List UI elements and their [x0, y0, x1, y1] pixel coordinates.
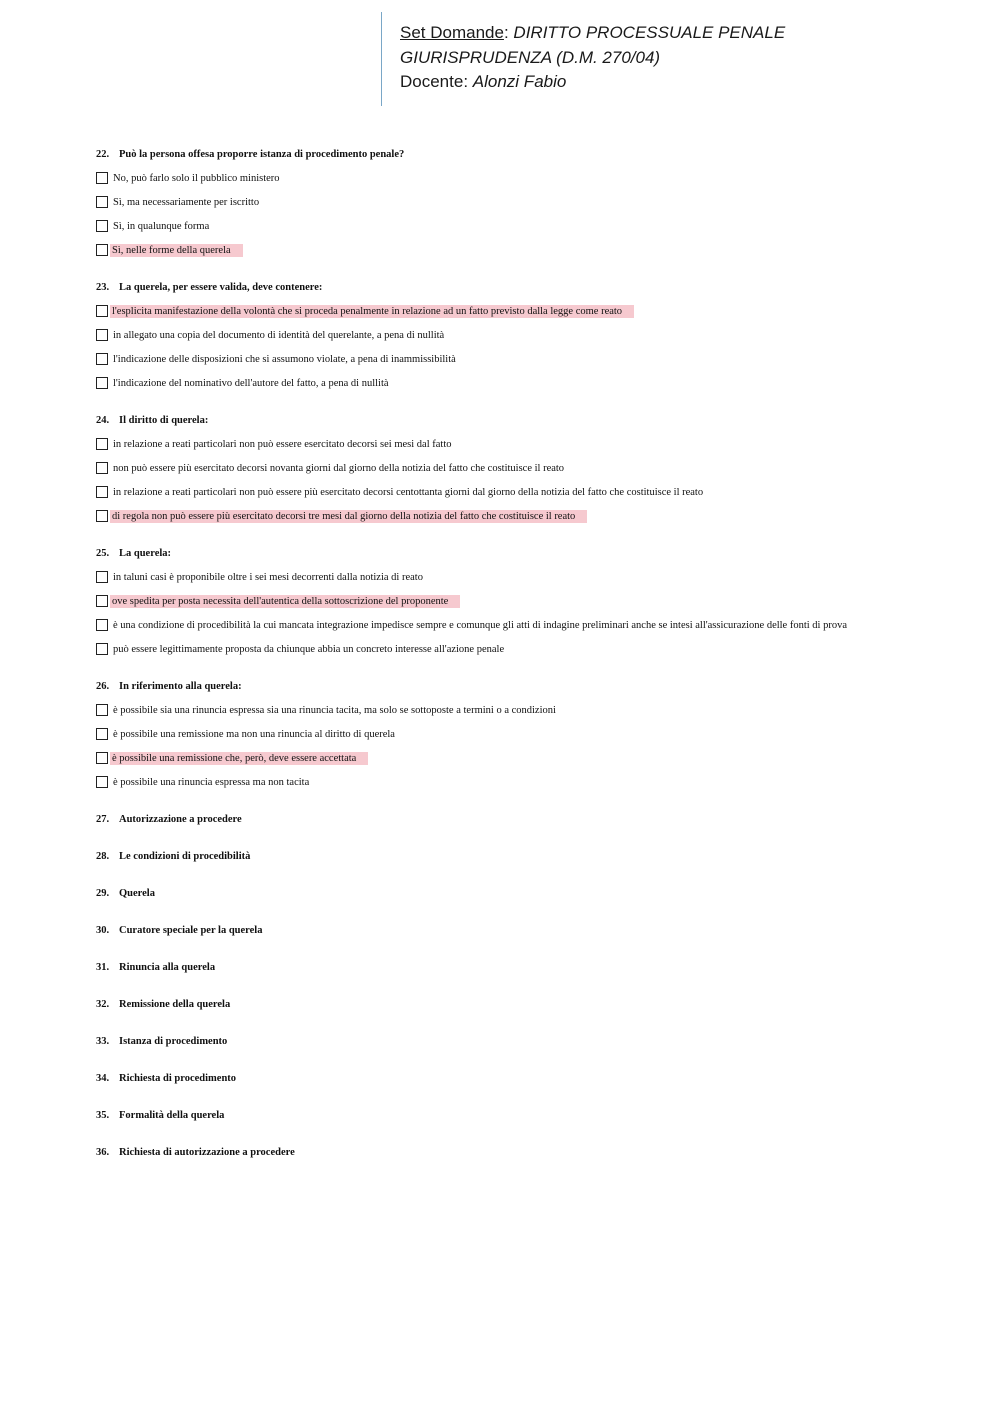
- answer-option-selected[interactable]: ove spedita per posta necessita dell'autentica della sottoscrizione del proponente: [96, 595, 886, 609]
- question-33: [96, 1035, 886, 1049]
- checkbox[interactable]: [96, 643, 108, 655]
- question-27: [96, 813, 886, 827]
- question-title: 29. Querela: [96, 888, 155, 899]
- question-title: 34. Richiesta di procedimento: [96, 1073, 237, 1084]
- checkbox[interactable]: [96, 776, 108, 788]
- answer-option[interactable]: in allegato una copia del documento di identità del querelante, a pena di nullità: [96, 329, 886, 343]
- question-title: 36. Richiesta di autorizzazione a procedere: [96, 1147, 295, 1158]
- checkbox[interactable]: [96, 329, 108, 341]
- checkbox[interactable]: [96, 244, 108, 256]
- spacer: [96, 401, 886, 414]
- spacer: [96, 667, 886, 680]
- question-35: [96, 1109, 886, 1123]
- answer-option[interactable]: l'indicazione delle disposizioni che si assumono violate, a pena di inammissibilità: [96, 353, 886, 367]
- question-24: [96, 414, 886, 524]
- checkbox[interactable]: [96, 305, 108, 317]
- question-title: 32. Remissione della querela: [96, 999, 231, 1010]
- docente-name: Alonzi Fabio: [472, 72, 567, 91]
- checkbox[interactable]: [96, 752, 108, 764]
- question-title: 35. Formalità della querela: [96, 1110, 225, 1121]
- answer-list: [96, 571, 886, 657]
- checkbox[interactable]: [96, 619, 108, 631]
- answer-option[interactable]: l'indicazione del nominativo dell'autore del fatto, a pena di nullità: [96, 377, 886, 391]
- answer-option-selected[interactable]: l'esplicita manifestazione della volontà che si proceda penalmente in relazione ad un fatto previsto dalla legge come reato: [96, 305, 886, 319]
- question-28: [96, 850, 886, 864]
- questions-list: [96, 148, 886, 1183]
- answer-list: [96, 438, 886, 524]
- answer-option[interactable]: è possibile sia una rinuncia espressa sia una rinuncia tacita, ma solo se sottoposte a termini o a condizioni: [96, 704, 886, 718]
- answer-option[interactable]: è una condizione di procedibilità la cui mancata integrazione impedisce sempre e comunque gli atti di indagine preliminari anche se intesi all'assicurazione delle fonti di prova: [96, 619, 886, 633]
- question-34: [96, 1072, 886, 1086]
- checkbox[interactable]: [96, 377, 108, 389]
- question-32: [96, 998, 886, 1012]
- spacer: [96, 534, 886, 547]
- question-title: 28. Le condizioni di procedibilità: [96, 851, 251, 862]
- answer-option[interactable]: non può essere più esercitato decorsi novanta giorni dal giorno della notizia del fatto che costituisce il reato: [96, 462, 886, 476]
- question-22: [96, 148, 886, 258]
- checkbox[interactable]: [96, 462, 108, 474]
- header-line-3: [400, 70, 941, 95]
- answer-option[interactable]: è possibile una rinuncia espressa ma non tacita: [96, 776, 886, 790]
- checkbox[interactable]: [96, 510, 108, 522]
- answer-option-selected[interactable]: di regola non può essere più esercitato decorsi tre mesi dal giorno della notizia del fatto che costituisce il reato: [96, 510, 886, 524]
- question-29: [96, 887, 886, 901]
- question-title: 26. In riferimento alla querela:: [96, 681, 242, 692]
- question-title: 31. Rinuncia alla querela: [96, 962, 216, 973]
- answer-option[interactable]: Sì, ma necessariamente per iscritto: [96, 196, 886, 210]
- question-title: 24. Il diritto di querela:: [96, 415, 209, 426]
- answer-list: [96, 172, 886, 258]
- question-31: [96, 961, 886, 975]
- checkbox[interactable]: [96, 571, 108, 583]
- answer-option-selected[interactable]: Sì, nelle forme della querela: [96, 244, 886, 258]
- question-title: 25. La querela:: [96, 548, 172, 559]
- answer-option[interactable]: in taluni casi è proponibile oltre i sei mesi decorrenti dalla notizia di reato: [96, 571, 886, 585]
- checkbox[interactable]: [96, 728, 108, 740]
- question-title: 22. Può la persona offesa proporre istanza di procedimento penale?: [96, 149, 405, 160]
- answer-option[interactable]: Sì, in qualunque forma: [96, 220, 886, 234]
- checkbox[interactable]: [96, 486, 108, 498]
- header-line-1: Set Domande: DIRITTO PROCESSUALE PENALE: [400, 23, 786, 42]
- answer-option[interactable]: è possibile una remissione ma non una rinuncia al diritto di querela: [96, 728, 886, 742]
- answer-option-selected[interactable]: è possibile una remissione che, però, deve essere accettata: [96, 752, 886, 766]
- course-subtitle: GIURISPRUDENZA (D.M. 270/04): [400, 47, 661, 67]
- question-26: [96, 680, 886, 790]
- checkbox[interactable]: [96, 196, 108, 208]
- checkbox[interactable]: [96, 595, 108, 607]
- checkbox[interactable]: [96, 438, 108, 450]
- spacer: [96, 800, 886, 813]
- question-25: [96, 547, 886, 657]
- question-title: 30. Curatore speciale per la querela: [96, 925, 263, 936]
- answer-option[interactable]: in relazione a reati particolari non può essere più esercitato decorsi centottanta giorni dal giorno della notizia del fatto che costituisce il reato: [96, 486, 886, 500]
- header-line-2: [400, 46, 941, 71]
- question-title: 27. Autorizzazione a procedere: [96, 814, 242, 825]
- set-domande-label: Set Domande: [400, 23, 504, 42]
- checkbox[interactable]: [96, 172, 108, 184]
- course-title: DIRITTO PROCESSUALE PENALE: [513, 23, 786, 42]
- answer-list: [96, 704, 886, 790]
- answer-option[interactable]: in relazione a reati particolari non può essere esercitato decorsi sei mesi dal fatto: [96, 438, 886, 452]
- question-title: 23. La querela, per essere valida, deve contenere:: [96, 282, 323, 293]
- answer-list: [96, 305, 886, 391]
- docente-label: Docente:: [400, 72, 469, 91]
- checkbox[interactable]: [96, 704, 108, 716]
- question-title: 33. Istanza di procedimento: [96, 1036, 228, 1047]
- checkbox[interactable]: [96, 353, 108, 365]
- question-30: [96, 924, 886, 938]
- question-23: [96, 281, 886, 391]
- document-header: [381, 12, 941, 106]
- spacer: [96, 268, 886, 281]
- checkbox[interactable]: [96, 220, 108, 232]
- answer-option[interactable]: può essere legittimamente proposta da chiunque abbia un concreto interesse all'azione penale: [96, 643, 886, 657]
- answer-option[interactable]: No, può farlo solo il pubblico ministero: [96, 172, 886, 186]
- question-36: [96, 1146, 886, 1160]
